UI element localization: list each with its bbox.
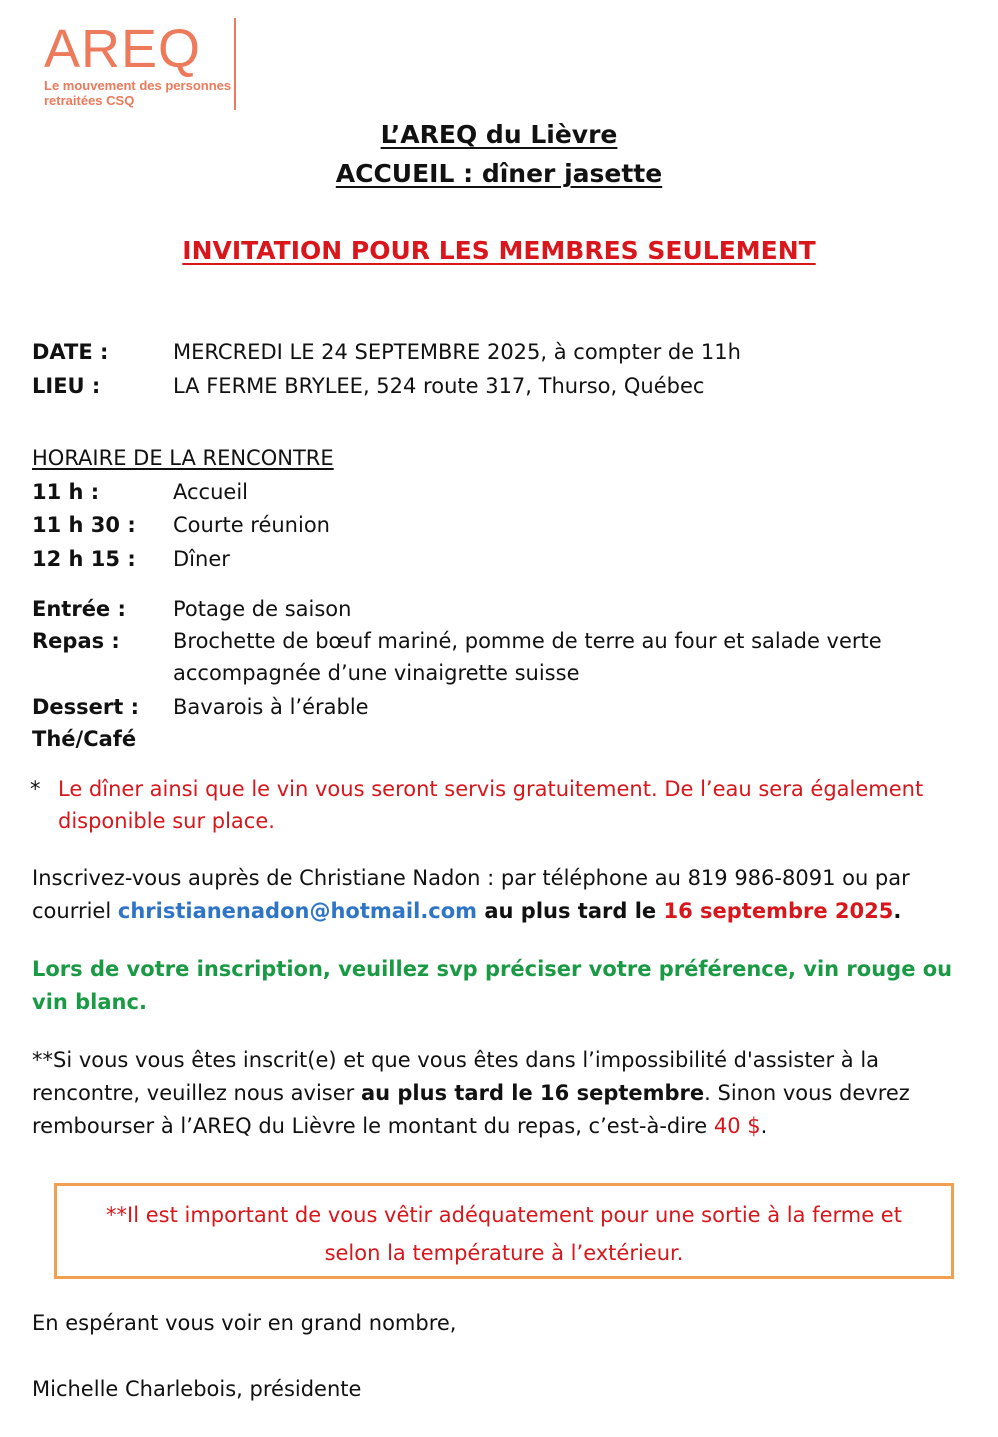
cancellation-line3 [32,1110,970,1143]
clothing-line1: **Il est important de vous vêtir adéquatement pour une sortie à la ferme et [106,1203,902,1227]
registration-deadline-prefix: au plus tard le [477,899,664,923]
schedule-heading [32,444,334,472]
free-meal-note [30,773,970,837]
registration-email-link[interactable]: christianenadon@hotmail.com [117,899,478,923]
repas-value-line2: accompagnée d’une vinaigrette suisse [173,661,580,685]
logo-tagline-line2: retraitées CSQ [44,93,135,108]
clothing-line2: selon la température à l’extérieur. [324,1241,684,1265]
invitation-heading [0,236,998,266]
registration-deadline-date: 16 septembre 2025 [663,899,894,923]
entree-label: Entrée : [32,597,126,621]
wine-preference-note [32,953,970,1019]
title-event [0,159,998,189]
title-section [0,120,998,150]
entree-value: Potage de saison [173,597,352,621]
cancellation-line3-pre: rembourser à l’AREQ du Lièvre le montant du repas, c’est-à-dire [32,1114,714,1138]
repas-line1-text: Brochette de bœuf mariné, pomme de terre au four et salade verte [173,629,882,653]
closing-text: En espérant vous voir en grand nombre, [32,1311,457,1335]
place-label: LIEU : [32,374,101,398]
schedule-activity-1: Accueil [173,480,248,504]
cancellation-line2-post: . Sinon vous devrez [704,1081,910,1105]
schedule-time-2: 11 h 30 : [32,513,136,537]
cancellation-line2-pre: rencontre, veuillez nous aviser [32,1081,361,1105]
logo-divider [234,18,236,110]
cancellation-deadline: au plus tard le 16 septembre [360,1081,705,1105]
schedule-activity-3: Dîner [173,547,230,571]
place-value: LA FERME BRYLEE, 524 route 317, Thurso, Québec [173,374,705,398]
registration-line2 [32,895,970,928]
cancellation-line1: **Si vous vous êtes inscrit(e) et que vous êtes dans l’impossibilité d'assister à la [32,1048,880,1072]
date-label: DATE : [32,340,109,364]
schedule-activity-2: Courte réunion [173,513,330,537]
cancellation-amount: 40 $ [713,1114,761,1138]
registration-paragraph [32,862,970,928]
repas-value-line1 [173,627,970,655]
dessert-value: Bavarois à l’érable [173,695,369,719]
areq-logo [44,18,244,110]
registration-prefix: courriel [32,899,118,923]
drinks-label: Thé/Café [32,727,137,751]
logo-tagline [44,78,231,108]
signature: Michelle Charlebois, présidente [32,1377,362,1401]
free-note-line1: Le dîner ainsi que le vin vous seront servis gratuitement. De l’eau sera également [58,777,924,801]
logo-tagline-line1: Le mouvement des personnes [44,78,232,93]
free-note-line2: disponible sur place. [58,809,275,833]
dessert-label: Dessert : [32,695,140,719]
title-accueil-diner: ACCUEIL : dîner jasette [335,159,663,188]
cancellation-line2 [32,1077,970,1110]
registration-line1: Inscrivez-vous auprès de Christiane Nadon : par téléphone au 819 986-8091 ou par [32,866,910,890]
invitation-members-only: INVITATION POUR LES MEMBRES SEULEMENT [182,236,816,265]
registration-period: . [893,899,902,923]
cancellation-line3-post: . [760,1114,768,1138]
clothing-notice-box [54,1183,954,1279]
wine-note-line1: Lors de votre inscription, veuillez svp préciser votre préférence, vin rouge ou [32,957,953,981]
logo-wordmark: AREQ [44,19,202,79]
schedule-heading-text: HORAIRE DE LA RENCONTRE [32,446,334,470]
schedule-time-3: 12 h 15 : [32,547,136,571]
wine-note-line2: vin blanc. [32,990,147,1014]
repas-label: Repas : [32,629,120,653]
cancellation-paragraph [32,1044,970,1143]
schedule-time-1: 11 h : [32,480,100,504]
title-areq-lievre: L’AREQ du Lièvre [380,120,618,149]
note-asterisk: * [30,777,41,801]
date-value: MERCREDI LE 24 SEPTEMBRE 2025, à compter de 11h [173,340,741,364]
